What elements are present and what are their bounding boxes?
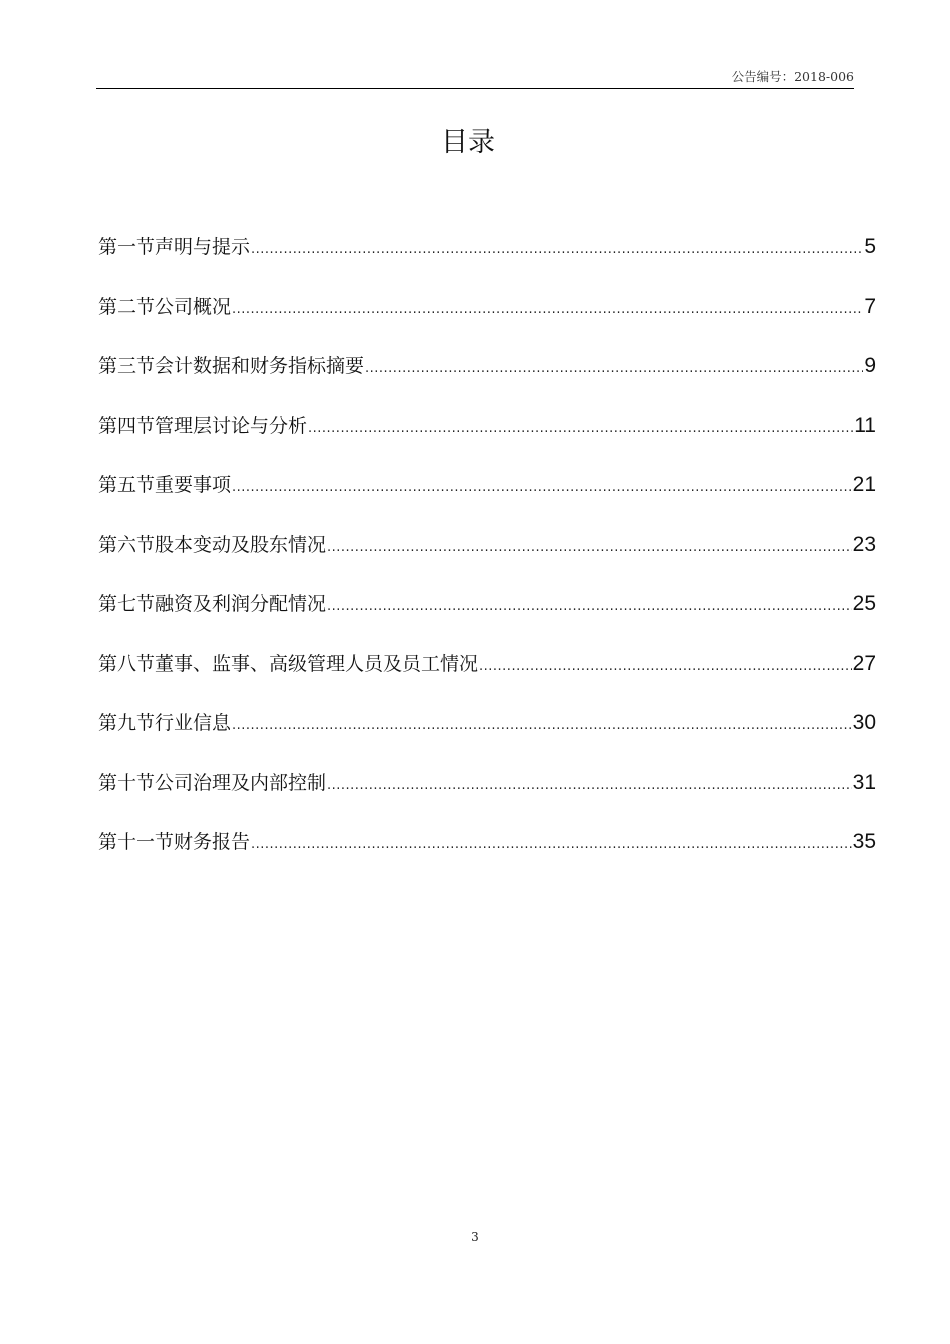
toc-entry-label: 第三节会计数据和财务指标摘要 [98,355,365,377]
toc-entry-section-11[interactable] [98,827,876,887]
toc-dot-leader [232,480,852,495]
toc-entry-page: 9 [864,354,876,377]
toc-entry-page: 30 [852,711,876,734]
toc-dot-leader [251,837,852,852]
toc-entry-section-5[interactable] [98,470,876,530]
toc-entry-label: 第十节公司治理及内部控制 [98,771,327,794]
toc-entry-label: 第五节重要事项 [98,474,232,496]
toc-entry-label: 第七节融资及利润分配情况 [98,593,327,615]
toc-dot-leader [308,421,853,436]
toc-entry-label: 第一节声明与提示 [98,236,251,258]
toc-entry-page: 7 [864,294,876,318]
toc-entry-page: 27 [852,651,876,675]
header-divider [96,88,854,89]
toc-entry-section-9[interactable] [98,708,876,768]
toc-entry-page: 21 [852,473,876,496]
toc-entry-label: 第十一节财务报告 [98,831,251,853]
toc-entry-label: 第六节股本变动及股东情况 [98,533,327,556]
toc-entry-label: 第八节董事、监事、高级管理人员及员工情况 [98,652,479,675]
toc-entry-section-3[interactable] [98,351,876,411]
toc-dot-leader [327,778,852,793]
page-number: 3 [471,1230,479,1244]
toc-entry-label: 第四节管理层讨论与分析 [98,414,308,437]
toc-title: 目录 [441,127,495,158]
toc-entry-section-8[interactable] [98,649,876,709]
announcement-number: 公告编号：2018-006 [731,69,854,84]
toc-entry-page: 31 [852,770,876,794]
toc-entry-section-4[interactable] [98,411,876,471]
toc-list [98,232,876,887]
toc-entry-section-2[interactable] [98,292,876,352]
toc-dot-leader [327,540,852,555]
toc-entry-section-7[interactable] [98,589,876,649]
toc-entry-page: 25 [852,592,876,615]
toc-entry-label: 第二节公司概况 [98,295,232,318]
toc-dot-leader [479,659,852,674]
toc-entry-label: 第九节行业信息 [98,712,232,734]
toc-entry-section-1[interactable] [98,232,876,292]
toc-entry-page: 35 [852,830,876,853]
toc-entry-page: 23 [852,532,876,556]
toc-dot-leader [365,361,863,376]
toc-dot-leader [232,718,852,733]
toc-dot-leader [251,242,863,257]
toc-dot-leader [232,302,863,317]
toc-entry-page: 5 [864,235,876,258]
toc-entry-section-6[interactable] [98,530,876,590]
toc-dot-leader [327,599,852,614]
toc-entry-page: 11 [854,413,876,437]
toc-entry-section-10[interactable] [98,768,876,828]
